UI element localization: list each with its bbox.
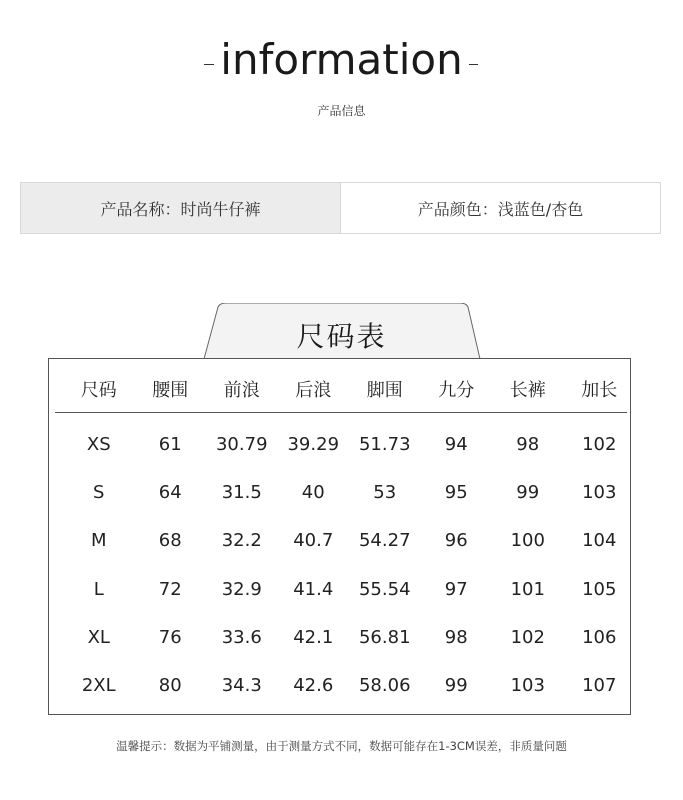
table-cell: 103 [510,675,545,696]
page-title: information [0,34,683,86]
table-row [63,469,627,517]
column-header: 脚围 [366,380,403,401]
column-header: 加长 [581,380,618,401]
column-header: 腰围 [152,380,189,401]
table-cell: XL [87,627,110,648]
table-row [63,662,627,710]
table-cell: 41.4 [293,579,334,600]
table-cell: 94 [444,434,468,455]
measurement-note: 温馨提示：数据为平铺测量，由于测量方式不同，数据可能存在1-3CM误差，非质量问题 [116,739,567,753]
table-cell: 31.5 [221,482,262,503]
table-cell: 105 [582,579,617,600]
table-cell: 34.3 [221,675,262,696]
size-chart-tab [0,303,683,361]
product-color: 产品颜色：浅蓝色/杏色 [417,199,584,219]
table-cell: 98 [444,627,468,648]
table-row [63,517,627,565]
table-cell: 95 [444,482,468,503]
table-row [63,566,627,614]
table-row [63,614,627,662]
product-name: 产品名称：时尚牛仔裤 [21,183,341,233]
column-header: 前浪 [223,380,260,401]
table-cell: 76 [158,627,182,648]
table-cell: 2XL [81,675,116,696]
table-cell: 107 [582,675,617,696]
table-cell: 101 [510,579,545,600]
table-cell: 39.29 [287,434,340,455]
table-cell: 42.1 [293,627,334,648]
table-cell: 97 [444,579,468,600]
table-cell: 102 [510,627,545,648]
column-header: 长裤 [509,380,546,401]
table-cell: 33.6 [221,627,262,648]
table-cell: 96 [444,530,468,551]
table-cell: 51.73 [358,434,411,455]
table-cell: 98 [516,434,540,455]
table-cell: 100 [510,530,545,551]
table-header-row [63,371,627,411]
table-cell: 72 [158,579,182,600]
header-divider [55,412,627,413]
size-chart-title: 尺码表 [296,320,387,353]
table-cell: M [90,530,107,551]
table-cell: 99 [516,482,540,503]
table-cell: 40.7 [293,530,334,551]
table-cell: 30.79 [215,434,268,455]
product-info-box [20,182,661,234]
table-cell: 68 [158,530,182,551]
column-header: 后浪 [295,380,332,401]
table-cell: 32.9 [221,579,262,600]
table-cell: 42.6 [293,675,334,696]
page-subtitle: 产品信息 [317,104,366,118]
table-cell: 56.81 [358,627,411,648]
table-cell: 53 [373,482,397,503]
table-cell: 55.54 [358,579,411,600]
table-cell: 103 [582,482,617,503]
table-cell: 106 [582,627,617,648]
table-cell: 64 [158,482,182,503]
table-cell: L [93,579,104,600]
column-header: 九分 [438,380,475,401]
table-cell: 104 [582,530,617,551]
table-cell: 102 [582,434,617,455]
column-header: 尺码 [80,380,117,401]
size-table [48,358,631,715]
table-cell: 40 [301,482,325,503]
table-row [63,421,627,469]
table-cell: 32.2 [221,530,262,551]
table-cell: 80 [158,675,182,696]
table-cell: 54.27 [358,530,411,551]
table-cell: 99 [444,675,468,696]
table-cell: XS [86,434,111,455]
table-cell: 58.06 [358,675,411,696]
table-cell: 61 [158,434,182,455]
table-cell: S [93,482,105,503]
